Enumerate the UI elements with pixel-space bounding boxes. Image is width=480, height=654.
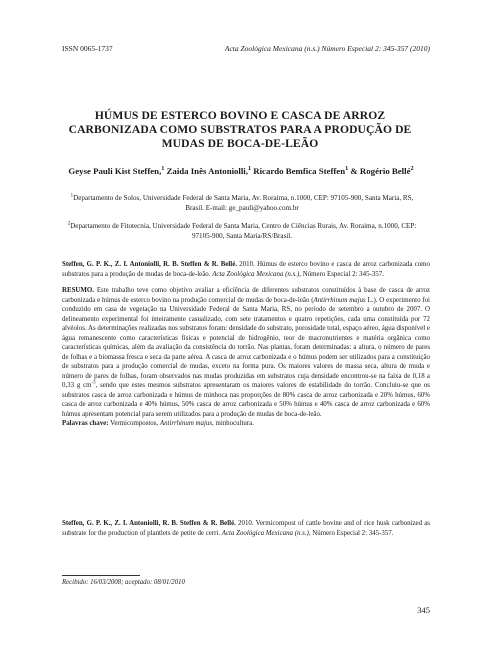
author-4-affiliation-mark: 2 — [410, 166, 414, 173]
abstract — [62, 286, 430, 429]
abstract-part-1: Este trabalho teve como objetivo avaliar a eficiência de diferentes substratos constituídos à base de casca de arroz carbonizada e húmus de esterco bovino na produção comercial de mudas de boca-de-leão ( — [62, 287, 430, 304]
abstract-part-2: L.). O experimento foi conduzido em casa de vegetação na Universidade Federal de Santa Maria, RS, no período de setembro a outubro de 2007. O delineamento experimental foi inteiramente casualizado, com sete tratamentos e quatro repetições, cada uma constituída por 72 alvéolos. As determinações realizadas nos substratos foram: densidade do substrato, porosidade total, espaço aéreo, água disponível e água remanescente como características físicas e potencial de hidrogênio, teor de macronutrientes e matéria orgânica como características químicas, além da avaliação da consistência do torrão. Nas plantas, foram determinadas: a altura, o número de pares de folhas e a biomassa fresca e seca da parte aérea. A casca de arroz carbonizada e o húmus podem ser utilizados para a constituição de substratos para a produção comercial de mudas, exceto na forma pura. Os maiores valores de massa seca, altura de muda e número de pares de folhas, foram observados nas mudas produzidas em substratos cuja densidade encontrou-se na faixa de 0,18 a 0,33 g cm — [62, 296, 430, 389]
keywords-label: Palavras chave: — [62, 420, 109, 427]
citation-en-pages: , Número Especial 2: 345-357. — [308, 529, 394, 537]
citation-pt-authors: Steffen, G. P. K., Z. I. Antoniolli, R. B. Steffen & R. Bellé. — [62, 261, 237, 268]
citation-en-authors: Steffen, G. P. K., Z. I. Antoniolli, R. B. Steffen & R. Bellé. — [62, 520, 236, 527]
citation-pt-text: 2010. Húmus de esterco bovino e casca de arroz carbonizada como substratos para a produção de mudas de boca-de-leão. — [62, 261, 430, 278]
received-dates: Recibido: 16/03/2008; aceptado: 08/01/2010 — [62, 579, 185, 586]
footnote-rule — [62, 575, 140, 576]
abstract-part-3: , sendo que estes mesmos substratos apresentaram os maiores valores de estabilidade do torrão. Concluiu-se que os substratos casca de arroz carbonizada e húmus de minhoca nas proporções de 80% casca de arroz carbonizada e 20% húmus, 60% casca de arroz carbonizada e 40% húmus, 50% casca de arroz carbonizada e 50% húmus e 40% casca de arroz carbonizada e 60% húmus apresentam potencial para serem utilizados para a produção de mudas de boca-de-leão. — [62, 382, 430, 418]
abstract-species: Antirrhinum majus — [313, 296, 366, 304]
author-4: & Rogério Bellé — [348, 166, 411, 176]
author-2-affiliation-mark: 1 — [247, 166, 252, 173]
affiliation-1 — [64, 193, 420, 214]
citation-english — [62, 519, 430, 538]
citation-en-text: 2010. Vermicompost of cattle bovine and of rice husk carbonized as substrate for the production of plantlets de petite de cerri. — [62, 520, 430, 537]
affiliation-2-mark: 2 — [67, 221, 71, 227]
author-2: Zaida Inês Antoniolli, — [164, 166, 248, 176]
author-3: Ricardo Bemfica Steffen — [251, 166, 346, 176]
issn-header: ISSN 0065-1737 — [62, 44, 113, 53]
affiliation-2-text: Departamento de Fitotecnia, Universidade Federal de Santa Maria, Centro de Ciências Rurais, Av. Roraima, n.1000, CEP: 97105-900, Santa Maria/RS/Brasil. — [70, 222, 417, 241]
keywords-species: Antirrhinum majus — [159, 420, 213, 427]
article-title: HÚMUS DE ESTERCO BOVINO E CASCA DE ARROZ CARBONIZADA COMO SUBSTRATOS PARA A PRODUÇÃO DE MUDAS DE BOCA-DE-LEÃO — [68, 109, 412, 150]
abstract-unit-exponent: -3 — [91, 380, 96, 386]
affiliation-1-text: Departamento de Solos, Universidade Federal de Santa Maria, Av. Roraima, n.1000, CEP: 97105-900, Santa Maria, RS, Brasil. E-mail: ge_pauli@yahoo.com.br — [73, 194, 414, 213]
citation-pt-journal: Acta Zoológica Mexicana (n.s.) — [212, 270, 300, 278]
affiliation-1-mark: 1 — [70, 193, 74, 199]
keywords-text-end: , minhocultura. — [212, 420, 254, 427]
citation-pt-pages: , Número Especial 2: 345-357. — [299, 270, 384, 278]
keywords-text: Vermicompostos, — [108, 420, 160, 427]
citation-en-journal: Acta Zoológica Mexicana (n.s.) — [221, 529, 309, 537]
abstract-label: RESUMO. — [62, 287, 94, 294]
author-list — [62, 165, 420, 177]
author-1: Geyse Pauli Kist Steffen, — [68, 166, 162, 176]
author-1-affiliation-mark: 1 — [161, 166, 165, 173]
citation-portuguese — [62, 260, 430, 279]
author-3-affiliation-mark: 1 — [345, 166, 349, 173]
affiliation-2 — [64, 221, 420, 242]
journal-header: Acta Zoológica Mexicana (n.s.) Número Especial 2: 345-357 (2010) — [224, 44, 430, 53]
page-number: 345 — [417, 605, 430, 615]
